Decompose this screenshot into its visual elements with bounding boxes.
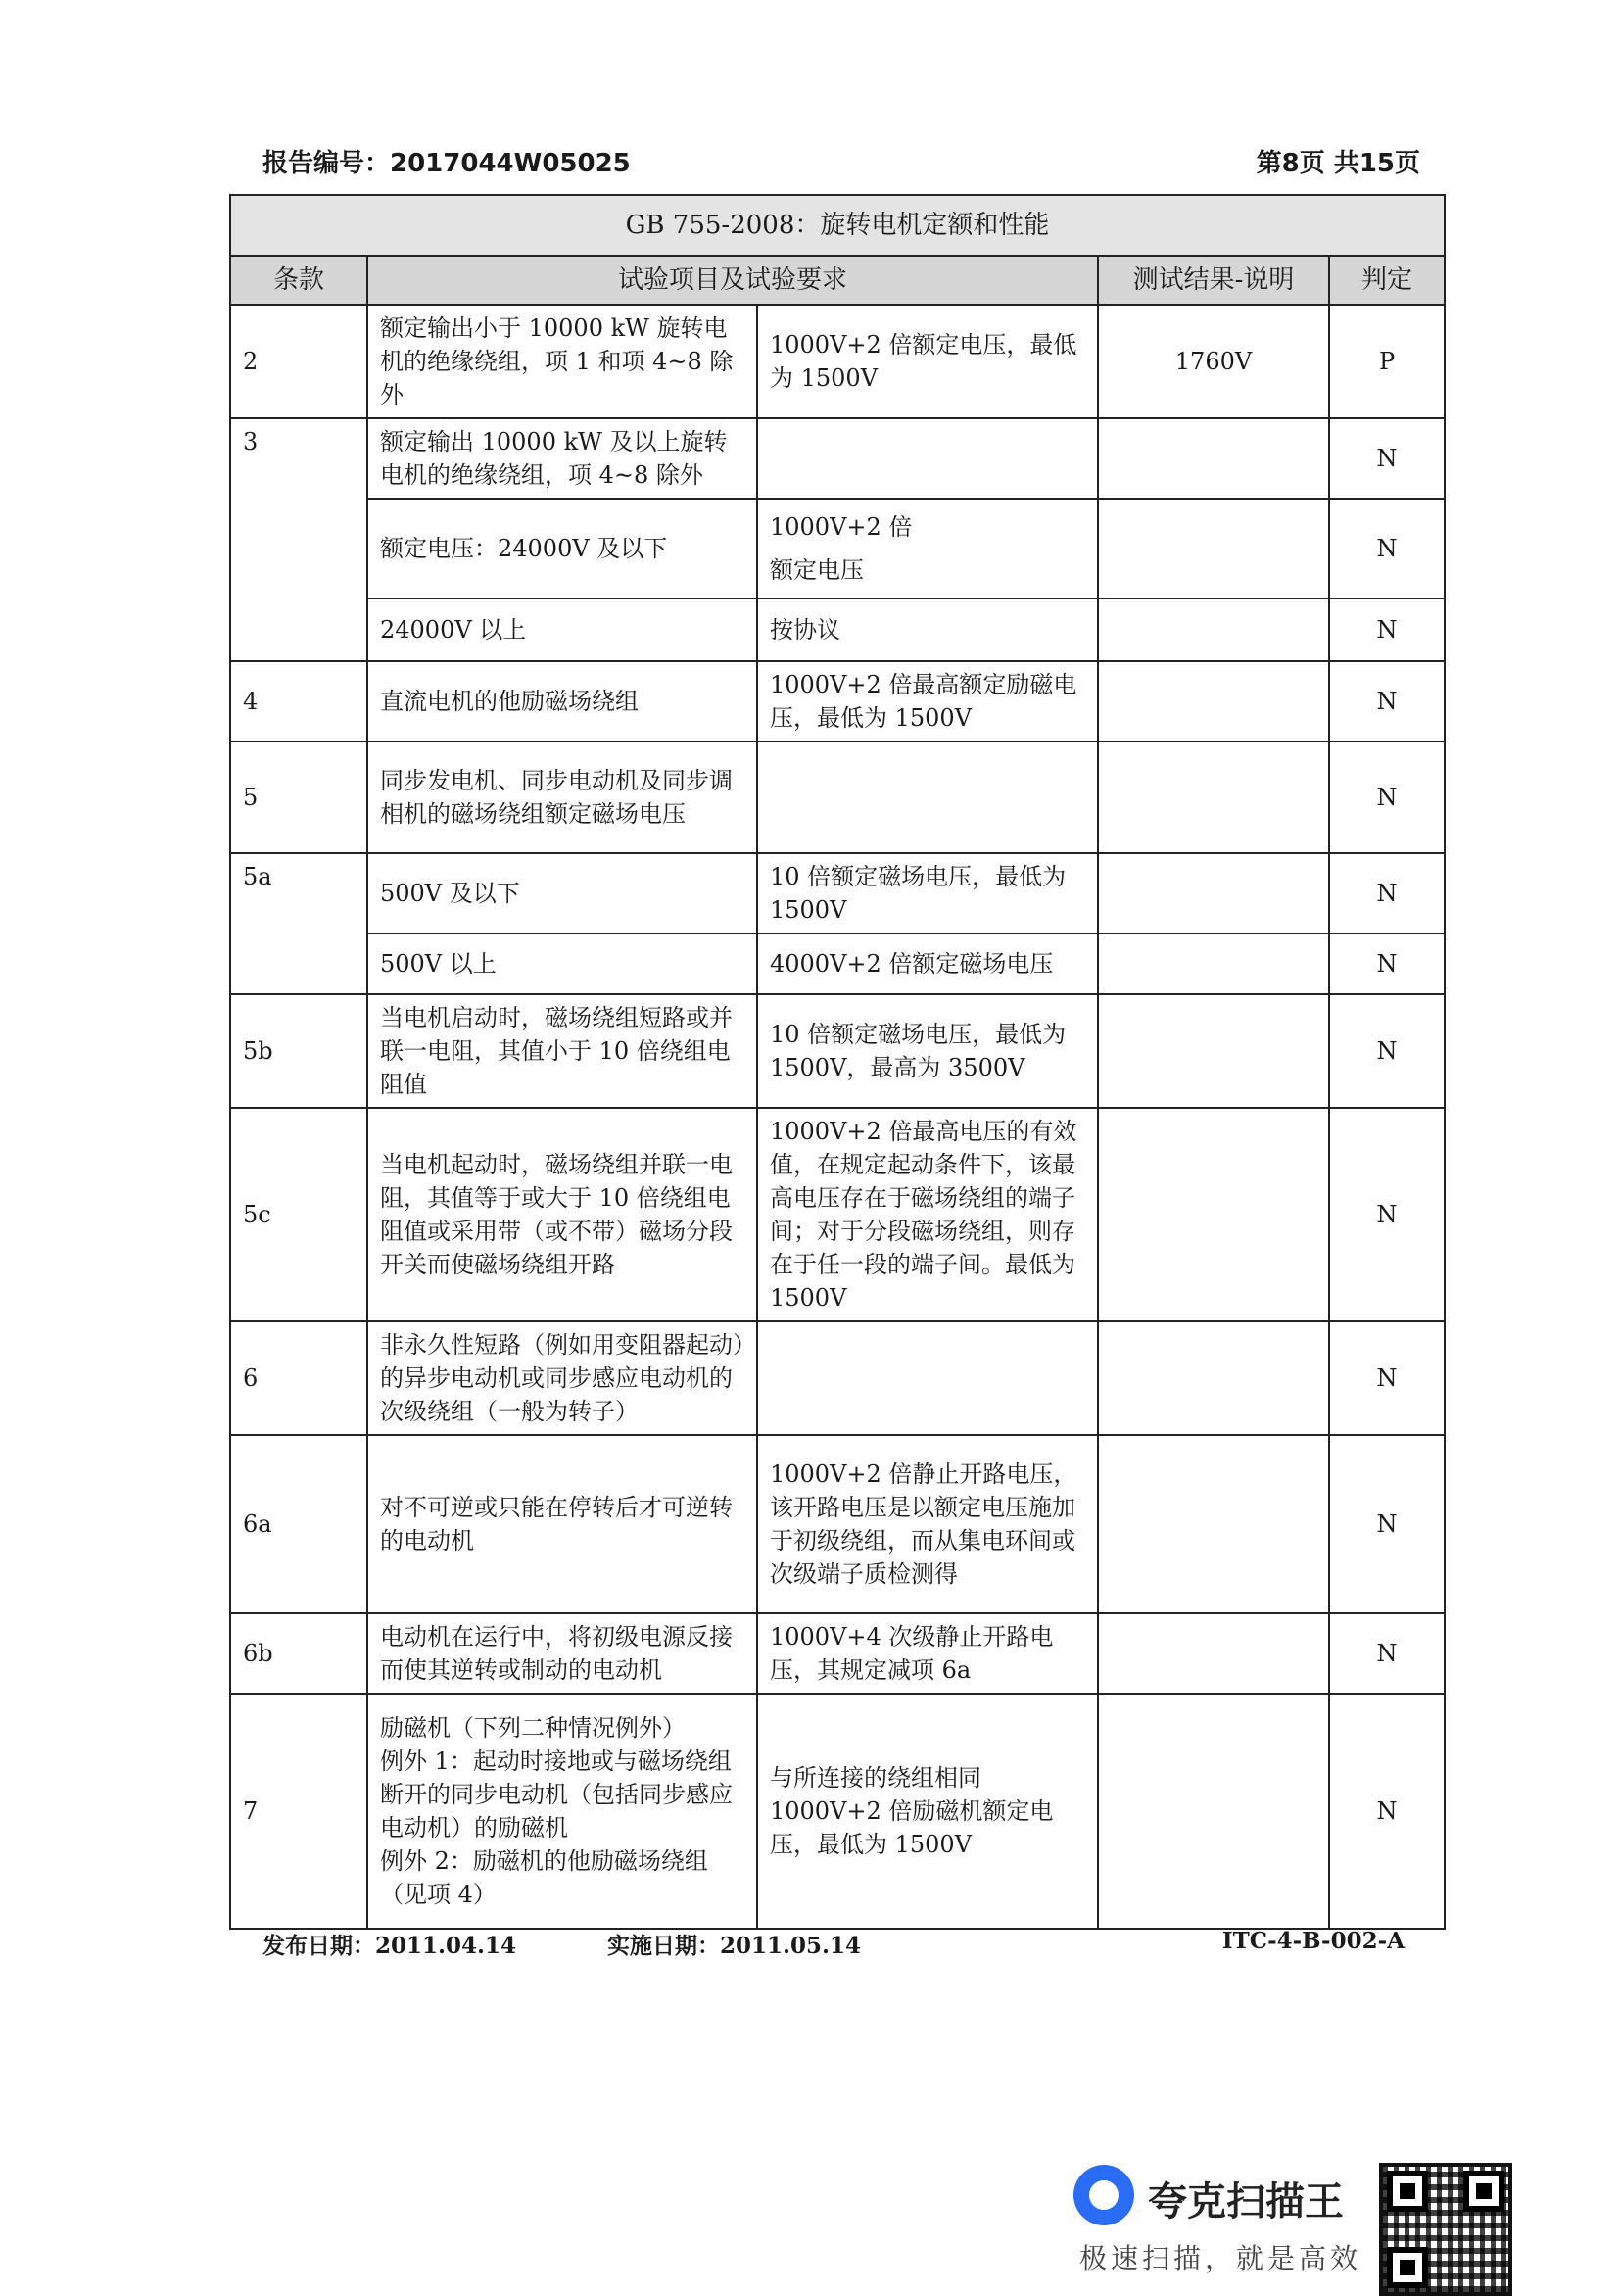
verdict-cell: N	[1329, 1613, 1445, 1694]
table-row	[230, 661, 1445, 741]
scanner-logo-icon	[1073, 2165, 1134, 2225]
item-cell: 额定输出 10000 kW 及以上旋转电机的绝缘绕组，项 4~8 除外	[367, 418, 757, 499]
requirement-cell	[757, 418, 1098, 499]
result-cell: 1760V	[1098, 305, 1329, 418]
verdict-cell: N	[1329, 661, 1445, 741]
scanner-slogan: 极速扫描，就是高效	[1079, 2242, 1362, 2274]
requirement-cell: 1000V+2 倍额定电压，最低为 1500V	[757, 305, 1098, 418]
result-cell	[1098, 853, 1329, 933]
result-cell	[1098, 933, 1329, 994]
result-cell	[1098, 1435, 1329, 1613]
standard-title-row	[230, 195, 1445, 256]
clause-cell: 6b	[230, 1613, 367, 1694]
table-row	[230, 933, 1445, 994]
standard-title: GB 755-2008：旋转电机定额和性能	[230, 195, 1445, 256]
clause-cell: 5b	[230, 994, 367, 1108]
table-row	[230, 598, 1445, 661]
requirement-cell: 4000V+2 倍额定磁场电压	[757, 933, 1098, 994]
table-row	[230, 305, 1445, 418]
result-cell	[1098, 499, 1329, 598]
item-cell: 当电机起动时，磁场绕组并联一电阻，其值等于或大于 10 倍绕组电阻值或采用带（或不带）磁场分段开关而使磁场绕组开路	[367, 1108, 757, 1321]
verdict-cell: N	[1329, 1108, 1445, 1321]
implement-date: 实施日期：2011.05.14	[607, 1933, 862, 1959]
verdict-cell: N	[1329, 741, 1445, 853]
clause-cell: 6	[230, 1321, 367, 1435]
col-header-clause: 条款	[230, 256, 367, 305]
item-cell: 当电机启动时，磁场绕组短路或并联一电阻，其值小于 10 倍绕组电阻值	[367, 994, 757, 1108]
scanner-watermark	[1073, 2165, 1367, 2272]
result-cell	[1098, 1108, 1329, 1321]
result-cell	[1098, 994, 1329, 1108]
clause-cell: 5	[230, 741, 367, 853]
requirement-cell: 1000V+2 倍 额定电压	[757, 499, 1098, 598]
verdict-cell: P	[1329, 305, 1445, 418]
clause-cell: 3	[230, 418, 367, 661]
verdict-cell: N	[1329, 933, 1445, 994]
col-header-verdict: 判定	[1329, 256, 1445, 305]
table-row	[230, 741, 1445, 853]
requirement-cell: 1000V+4 次级静止开路电压，其规定减项 6a	[757, 1613, 1098, 1694]
requirement-cell: 10 倍额定磁场电压，最低为 1500V，最高为 3500V	[757, 994, 1098, 1108]
qr-finder-icon	[1387, 2247, 1428, 2288]
clause-cell: 5a	[230, 853, 367, 994]
item-cell: 非永久性短路（例如用变阻器起动）的异步电动机或同步感应电动机的次级绕组（一般为转子）	[367, 1321, 757, 1435]
clause-cell: 2	[230, 305, 367, 418]
result-cell	[1098, 598, 1329, 661]
requirement-cell: 1000V+2 倍静止开路电压，该开路电压是以额定电压施加于初级绕组，而从集电环间或次级端子质检测得	[757, 1435, 1098, 1613]
qr-code-icon	[1379, 2163, 1512, 2296]
clause-cell: 5c	[230, 1108, 367, 1321]
requirement-cell: 1000V+2 倍最高额定励磁电压，最低为 1500V	[757, 661, 1098, 741]
verdict-cell: N	[1329, 1435, 1445, 1613]
requirement-cell: 1000V+2 倍最高电压的有效值，在规定起动条件下，该最高电压存在于磁场绕组的端子间；对于分段磁场绕组，则存在于任一段的端子间。最低为 1500V	[757, 1108, 1098, 1321]
result-cell	[1098, 418, 1329, 499]
table-row	[230, 1108, 1445, 1321]
result-cell	[1098, 1321, 1329, 1435]
table-row	[230, 499, 1445, 598]
report-number: 报告编号：2017044W05025	[262, 149, 631, 178]
item-cell: 励磁机（下列二种情况例外） 例外 1：起动时接地或与磁场绕组断开的同步电动机（包括同步感应电动机）的励磁机 例外 2：励磁机的他励磁场绕组（见项 4）	[367, 1694, 757, 1929]
requirement-cell: 与所连接的绕组相同 1000V+2 倍励磁机额定电压，最低为 1500V	[757, 1694, 1098, 1929]
test-results-table	[229, 194, 1446, 1930]
publish-date: 发布日期：2011.04.14	[262, 1933, 517, 1959]
item-cell: 直流电机的他励磁场绕组	[367, 661, 757, 741]
verdict-cell: N	[1329, 1321, 1445, 1435]
table-row	[230, 994, 1445, 1108]
requirement-cell: 按协议	[757, 598, 1098, 661]
item-cell: 500V 及以下	[367, 853, 757, 933]
page-indicator: 第8页 共15页	[1256, 149, 1420, 178]
table-row	[230, 1321, 1445, 1435]
requirement-cell	[757, 741, 1098, 853]
table-row	[230, 1694, 1445, 1929]
item-cell: 同步发电机、同步电动机及同步调相机的磁场绕组额定磁场电压	[367, 741, 757, 853]
form-code: ITC-4-B-002-A	[1221, 1928, 1405, 1954]
verdict-cell: N	[1329, 1694, 1445, 1929]
table-row	[230, 418, 1445, 499]
col-header-result: 测试结果-说明	[1098, 256, 1329, 305]
verdict-cell: N	[1329, 994, 1445, 1108]
table-row	[230, 853, 1445, 933]
verdict-cell: N	[1329, 598, 1445, 661]
item-cell: 额定电压：24000V 及以下	[367, 499, 757, 598]
table-row	[230, 1613, 1445, 1694]
scanner-app-name: 夸克扫描王	[1148, 2179, 1344, 2224]
verdict-cell: N	[1329, 853, 1445, 933]
clause-cell: 6a	[230, 1435, 367, 1613]
requirement-cell: 10 倍额定磁场电压，最低为 1500V	[757, 853, 1098, 933]
result-cell	[1098, 1694, 1329, 1929]
requirement-cell	[757, 1321, 1098, 1435]
col-header-item: 试验项目及试验要求	[367, 256, 1098, 305]
verdict-cell: N	[1329, 499, 1445, 598]
item-cell: 对不可逆或只能在停转后才可逆转的电动机	[367, 1435, 757, 1613]
qr-finder-icon	[1387, 2171, 1428, 2212]
item-cell: 500V 以上	[367, 933, 757, 994]
column-header-row	[230, 256, 1445, 305]
item-cell: 电动机在运行中，将初级电源反接而使其逆转或制动的电动机	[367, 1613, 757, 1694]
item-cell: 24000V 以上	[367, 598, 757, 661]
result-cell	[1098, 1613, 1329, 1694]
result-cell	[1098, 661, 1329, 741]
verdict-cell: N	[1329, 418, 1445, 499]
item-cell: 额定输出小于 10000 kW 旋转电机的绝缘绕组，项 1 和项 4~8 除外	[367, 305, 757, 418]
clause-cell: 7	[230, 1694, 367, 1929]
qr-finder-icon	[1463, 2171, 1504, 2212]
result-cell	[1098, 741, 1329, 853]
table-row	[230, 1435, 1445, 1613]
clause-cell: 4	[230, 661, 367, 741]
